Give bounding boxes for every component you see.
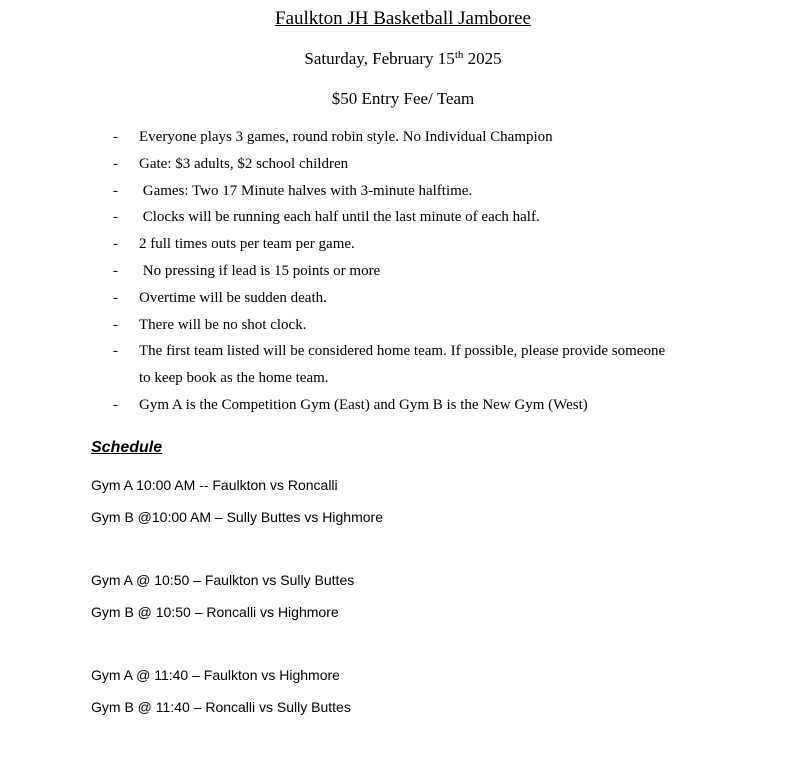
list-item — [0, 231, 806, 258]
list-item — [0, 392, 806, 419]
rule-text: Everyone plays 3 games, round robin style. No Individual Champion — [139, 129, 553, 145]
bullet-dash: - — [113, 343, 118, 360]
rule-text: Gate: $3 adults, $2 school children — [139, 155, 349, 172]
rule-text: 2 full times outs per team per game. — [139, 236, 355, 253]
list-item — [0, 151, 806, 178]
schedule-game: Gym B @ 11:40 – Roncalli vs Sully Buttes — [91, 699, 351, 715]
bullet-dash: - — [113, 262, 118, 279]
event-date-ordinal: th — [454, 49, 464, 61]
rule-text: Games: Two 17 Minute halves with 3-minute halftime. — [139, 182, 473, 199]
event-date-day: Saturday, February 15 — [304, 49, 455, 68]
list-item — [0, 258, 806, 285]
page-title: Faulkton JH Basketball Jamboree — [275, 8, 531, 29]
event-date-year: 2025 — [463, 49, 502, 68]
rule-text: No pressing if lead is 15 points or more — [139, 262, 381, 279]
bullet-dash: - — [113, 209, 118, 226]
schedule-game: Gym A @ 11:40 – Faulkton vs Highmore — [91, 667, 340, 683]
list-item — [0, 124, 806, 151]
list-item — [0, 285, 806, 312]
rule-text: Clocks will be running each half until the last minute of each half. — [139, 209, 540, 226]
list-item — [0, 178, 806, 205]
list-item — [0, 204, 806, 231]
rule-text-continued: to keep book as the home team. — [139, 370, 329, 387]
schedule-game: Gym B @ 10:50 – Roncalli vs Highmore — [91, 604, 339, 620]
rule-text: There will be no shot clock. — [139, 316, 307, 333]
schedule-game: Gym B @10:00 AM – Sully Buttes vs Highmore — [91, 509, 383, 525]
rule-text: Gym A is the Competition Gym (East) and Gym B is the New Gym (West) — [139, 396, 588, 413]
bullet-dash: - — [113, 396, 118, 413]
list-item — [0, 338, 806, 392]
bullet-dash: - — [113, 129, 118, 145]
rules-list — [0, 124, 806, 419]
bullet-dash: - — [113, 316, 118, 333]
schedule-heading: Schedule — [91, 439, 163, 456]
schedule-game: Gym A 10:00 AM -- Faulkton vs Roncalli — [91, 477, 338, 493]
bullet-dash: - — [113, 236, 118, 253]
schedule-game: Gym A @ 10:50 – Faulkton vs Sully Buttes — [91, 572, 355, 588]
rule-text: The first team listed will be considered home team. If possible, please provide someone — [139, 343, 666, 360]
rule-text: Overtime will be sudden death. — [139, 289, 327, 306]
event-date — [0, 49, 806, 69]
list-item — [0, 312, 806, 339]
bullet-dash: - — [113, 155, 118, 172]
bullet-dash: - — [113, 182, 118, 199]
bullet-dash: - — [113, 289, 118, 306]
entry-fee: $50 Entry Fee/ Team — [331, 89, 475, 108]
